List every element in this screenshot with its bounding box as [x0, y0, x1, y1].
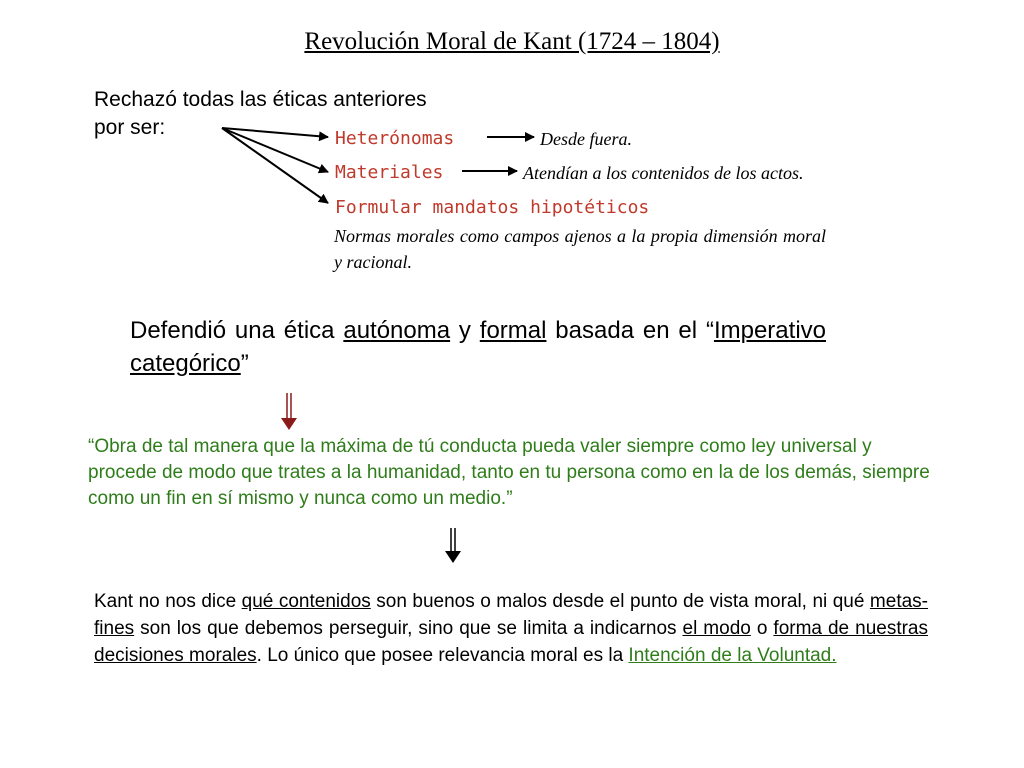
- keyword-autonoma: autónoma: [343, 317, 451, 344]
- down-arrow-dark-red: [281, 393, 297, 430]
- defended-text-1: Defendió una ética: [130, 317, 344, 344]
- term-materiales: Materiales: [335, 162, 444, 183]
- explanation-hipoteticos: Normas morales como campos ajenos a la propia dimensión moral y racional.: [334, 226, 826, 272]
- keyword-metas-fines: metas-fines: [94, 591, 928, 639]
- page-title: Revolución Moral de Kant (1724 – 1804): [304, 28, 720, 55]
- rejected-statement: [94, 86, 534, 142]
- down-arrow-black: [445, 528, 461, 563]
- explanation-heteronomas: Desde fuera.: [540, 129, 632, 149]
- defended-statement: [130, 314, 826, 380]
- kant-text-2: son buenos o malos desde el punto de vista moral, ni qué: [370, 591, 870, 612]
- term-heteronomas: Heterónomas: [335, 128, 455, 149]
- kant-text-4: o: [750, 618, 774, 639]
- rejected-line-2: por ser:: [94, 116, 166, 139]
- keyword-el-modo: el modo: [682, 618, 751, 639]
- keyword-que-contenidos: qué contenidos: [241, 591, 371, 612]
- rejected-line-1: Rechazó todas las éticas anteriores: [94, 88, 427, 111]
- defended-text-3: basada en el “: [546, 317, 714, 344]
- keyword-forma-decisiones: forma de nuestras decisiones morales: [94, 618, 928, 666]
- kant-text-5: . Lo único que posee relevancia moral es la: [256, 645, 629, 666]
- keyword-imperativo: Imperativo categórico: [130, 317, 826, 377]
- explanation-materiales: Atendían a los contenidos de los actos.: [523, 163, 804, 183]
- keyword-formal: formal: [479, 317, 547, 344]
- keyword-intencion-voluntad: Intención de la Voluntad.: [628, 645, 837, 666]
- term-hipoteticos: Formular mandatos hipotéticos: [335, 197, 650, 218]
- kant-text-3: son los que debemos perseguir, sino que se limita a indicarnos: [134, 618, 683, 639]
- defended-text-2: y: [450, 317, 480, 344]
- categorical-imperative-quote: “Obra de tal manera que la máxima de tú conducta pueda valer siempre como ley universal y procede de modo que trates a la humanidad, tanto en tu persona como en la de los demás, siempre como un fin en sí mismo y nunca como un medio.”: [88, 436, 930, 509]
- kant-conclusion: [94, 588, 928, 669]
- kant-text-1: Kant no nos dice: [94, 591, 242, 612]
- defended-text-4: ”: [240, 350, 249, 377]
